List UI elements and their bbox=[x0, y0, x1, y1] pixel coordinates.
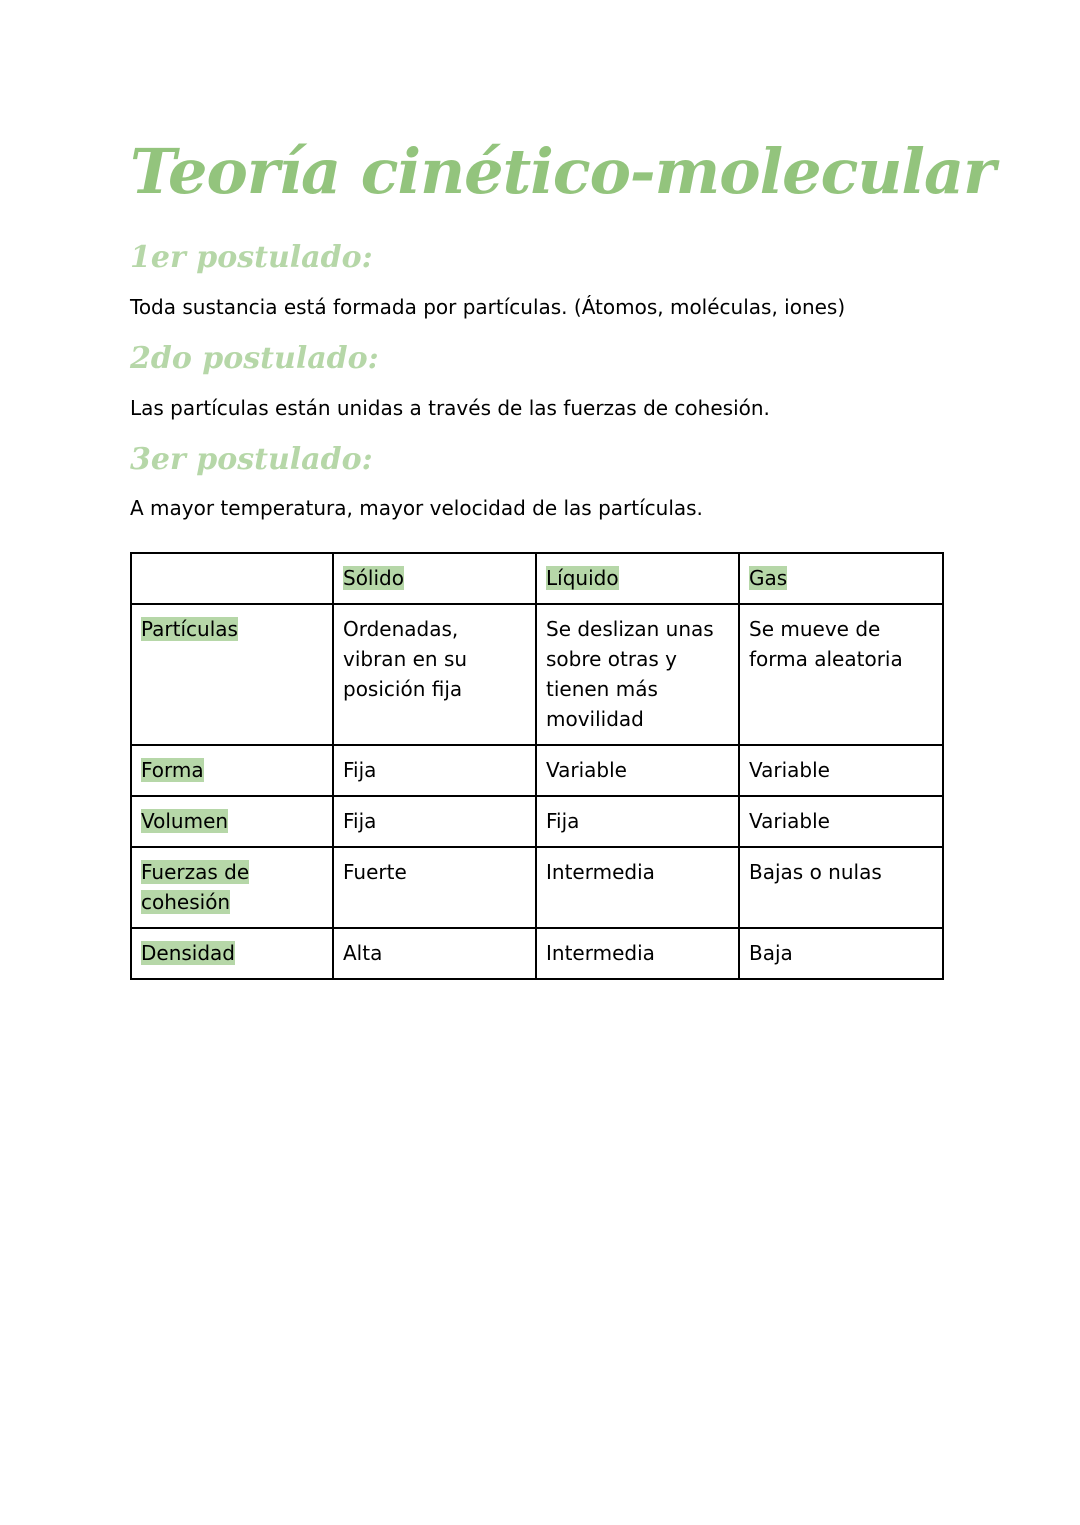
row-label-cell bbox=[131, 745, 333, 796]
row-label-fuerzas-de-cohesion: Fuerzas de cohesión bbox=[141, 860, 250, 914]
postulate-2-heading: 2do postulado: bbox=[130, 341, 379, 376]
row-label-densidad: Densidad bbox=[141, 941, 236, 965]
header-cell-solido bbox=[333, 553, 536, 604]
postulate-1-text: Toda sustancia está formada por partículas. (Átomos, moléculas, iones) bbox=[130, 295, 846, 319]
page-title: Teoría cinético-molecular bbox=[130, 135, 995, 208]
states-of-matter-table bbox=[130, 552, 944, 980]
table-cell: Fija bbox=[536, 796, 739, 847]
table-row-particulas bbox=[131, 604, 943, 745]
table-cell: Se deslizan unas sobre otras y tienen más movilidad bbox=[536, 604, 739, 745]
table-cell: Fija bbox=[333, 745, 536, 796]
table-corner-cell bbox=[131, 553, 333, 604]
header-label-solido: Sólido bbox=[343, 566, 404, 590]
table-cell: Se mueve de forma aleatoria bbox=[739, 604, 943, 745]
postulate-3-heading: 3er postulado: bbox=[130, 442, 373, 477]
table-cell: Fija bbox=[333, 796, 536, 847]
table-cell: Baja bbox=[739, 928, 943, 979]
table-cell: Fuerte bbox=[333, 847, 536, 928]
table-cell: Intermedia bbox=[536, 847, 739, 928]
postulate-2-text: Las partículas están unidas a través de las fuerzas de cohesión. bbox=[130, 396, 770, 420]
table-cell: Alta bbox=[333, 928, 536, 979]
table-row-forma bbox=[131, 745, 943, 796]
table-cell: Intermedia bbox=[536, 928, 739, 979]
header-cell-liquido bbox=[536, 553, 739, 604]
table-row-volumen bbox=[131, 796, 943, 847]
postulate-1-heading: 1er postulado: bbox=[130, 240, 373, 275]
table-cell: Bajas o nulas bbox=[739, 847, 943, 928]
row-label-cell bbox=[131, 604, 333, 745]
row-label-cell bbox=[131, 928, 333, 979]
header-cell-gas bbox=[739, 553, 943, 604]
table-cell: Variable bbox=[739, 796, 943, 847]
table-cell: Ordenadas, vibran en su posición fija bbox=[333, 604, 536, 745]
table-cell: Variable bbox=[739, 745, 943, 796]
row-label-cell bbox=[131, 796, 333, 847]
row-label-cell bbox=[131, 847, 333, 928]
row-label-forma: Forma bbox=[141, 758, 204, 782]
row-label-particulas: Partículas bbox=[141, 617, 238, 641]
table-header-row bbox=[131, 553, 943, 604]
postulate-3-text: A mayor temperatura, mayor velocidad de las partículas. bbox=[130, 496, 703, 520]
table-cell: Variable bbox=[536, 745, 739, 796]
table-row-fuerzas-de-cohesion bbox=[131, 847, 943, 928]
header-label-liquido: Líquido bbox=[546, 566, 619, 590]
table-row-densidad bbox=[131, 928, 943, 979]
header-label-gas: Gas bbox=[749, 566, 788, 590]
row-label-volumen: Volumen bbox=[141, 809, 229, 833]
